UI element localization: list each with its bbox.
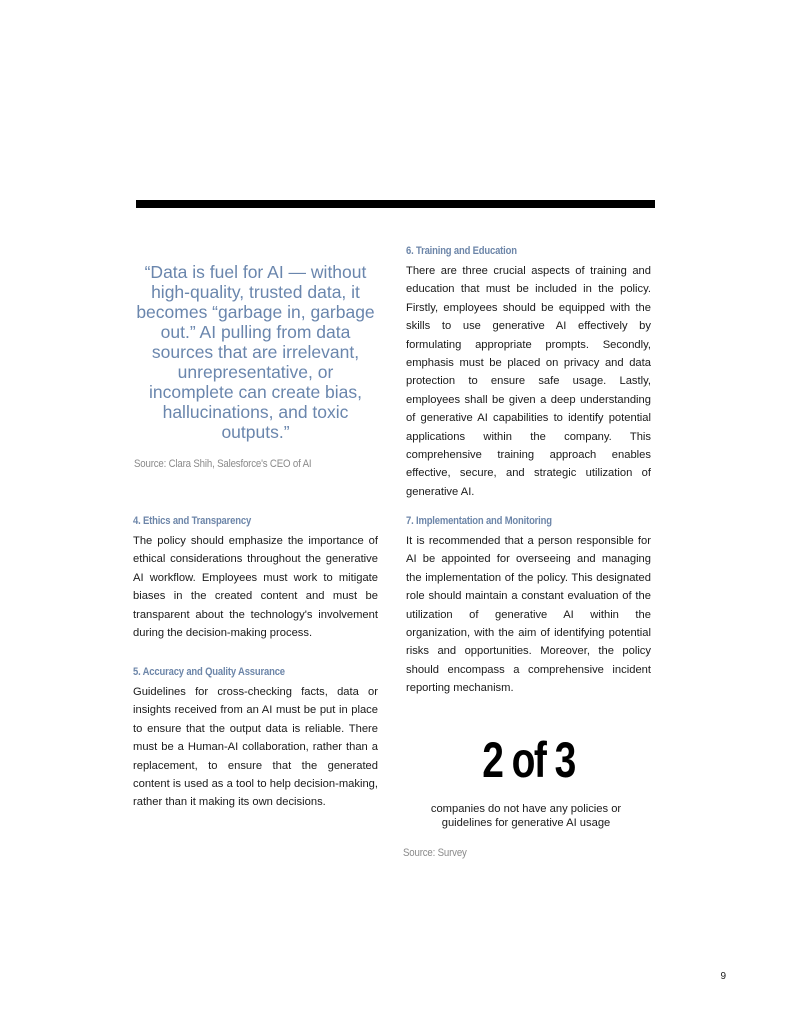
top-divider-bar [136, 200, 655, 208]
stat-caption: companies do not have any policies or guidelines for generative AI usage [430, 803, 622, 829]
section-heading: 6. Training and Education [406, 245, 517, 257]
quote-source: Source: Clara Shih, Salesforce's CEO of AI [134, 458, 312, 470]
section-heading: 7. Implementation and Monitoring [406, 515, 552, 527]
stat-source: Source: Survey [403, 847, 467, 859]
section-heading: 4. Ethics and Transparency [133, 515, 252, 527]
section-body: The policy should emphasize the importance of ethical considerations throughout the generative AI workflow. Employees must work to mitigate biases in the created content and must be transparent about the technology's involvement during the decision-making process. [133, 535, 378, 640]
section-heading: 5. Accuracy and Quality Assurance [133, 666, 285, 678]
stat-value: 2 of 3 [482, 732, 575, 788]
pull-quote: “Data is fuel for AI — without high-quality, trusted data, it becomes “garbage in, garbage out.” AI pulling from data sources that are irrelevant, unrepresentative, or incomplete can create bias, hallucinations, and toxic outputs.” [136, 262, 375, 442]
section-body: It is recommended that a person responsible for AI be appointed for overseeing and managing the implementation of the policy. This designated role should maintain a constant evaluation of the utilization of generative AI within the organization, with the aim of identifying potential risks and opportunities. Moreover, the policy should encompass a comprehensive incident reporting mechanism. [406, 535, 651, 695]
page-number: 9 [720, 971, 726, 982]
section-body: Guidelines for cross-checking facts, data or insights received from an AI must be put in place to ensure that the output data is reliable. There must be a Human-AI collaboration, rather than a replacement, to ensure that the generated content is used as a tool to help decision-making, rather than it making its own decisions. [133, 686, 378, 809]
section-implementation [406, 515, 651, 698]
section-ethics [133, 515, 378, 642]
section-body: There are three crucial aspects of training and education that must be included in the policy. Firstly, employees should be equipped with the skills to use generative AI effectively by formulating appropriate prompts. Secondly, emphasis must be placed on privacy and data protection to ensure safe usage. Lastly, employees shall be given a deep understanding of generative AI capabilities to identify potential applications within the company. This comprehensive training approach enables effective, secure, and strategic utilization of generative AI. [406, 265, 651, 498]
section-accuracy [133, 666, 378, 812]
section-training [406, 245, 651, 501]
